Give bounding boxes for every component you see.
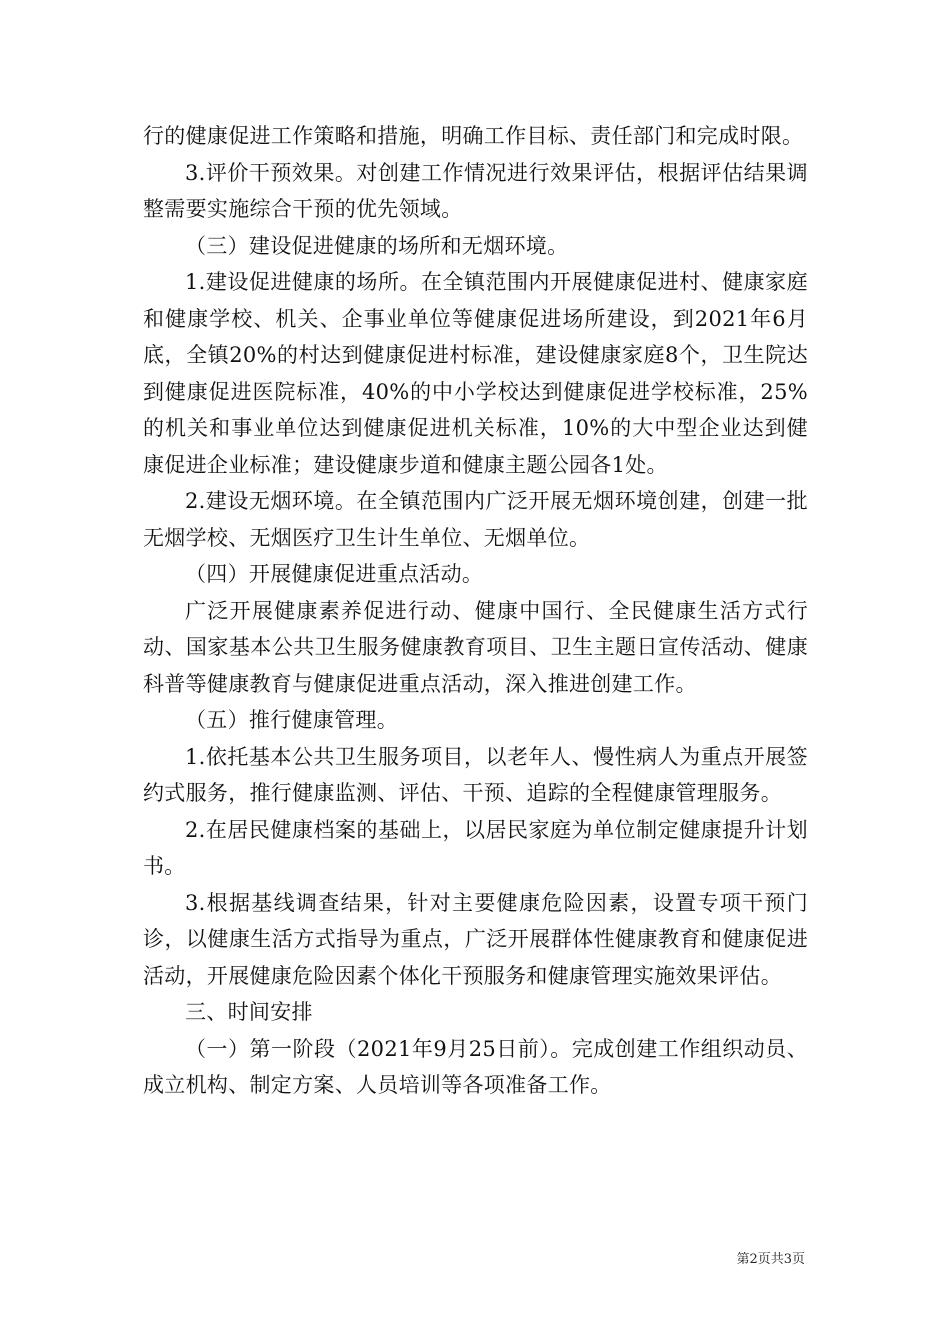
paragraph-intervention-clinic: 3.根据基线调查结果，针对主要健康危险因素，设置专项干预门诊，以健康生活方式指导为重点，广泛开展群体性健康教育和健康促进活动，开展健康危险因素个体化干预服务和健康管理实施效果评估。	[143, 890, 808, 988]
paragraph-smoke-free: 2.建设无烟环境。在全镇范围内广泛开展无烟环境创建，创建一批无烟学校、无烟医疗卫生计生单位、无烟单位。	[143, 489, 808, 550]
paragraph-key-activities: 广泛开展健康素养促进行动、健康中国行、全民健康生活方式行动、国家基本公共卫生服务健康教育项目、卫生主题日宣传活动、健康科普等健康教育与健康促进重点活动，深入推进创建工作。	[143, 598, 808, 696]
section-heading-3: （三）建设促进健康的场所和无烟环境。	[185, 233, 569, 258]
page-number: 第2页共3页	[736, 1252, 805, 1267]
section-heading-5: （五）推行健康管理。	[185, 708, 398, 732]
paragraph-contract-service: 1.依托基本公共卫生服务项目，以老年人、慢性病人为重点开展签约式服务，推行健康监测、评估、干预、追踪的全程健康管理服务。	[143, 744, 808, 805]
paragraph-continuation: 行的健康促进工作策略和措施，明确工作目标、责任部门和完成时限。	[143, 124, 804, 148]
paragraph-build-healthy-venues: 1.建设促进健康的场所。在全镇范围内开展健康促进村、健康家庭和健康学校、机关、企事业单位等健康促进场所建设，到2021年6月底，全镇20%的村达到健康促进村标准，建设健康家庭8个，卫生院达到健康促进医院标准，40%的中小学校达到健康促进学校标准，25%的机关和事业单位达到健康促进机关标准，10%的大中型企业达到健康促进企业标准；建设健康步道和健康主题公园各1处。	[143, 270, 808, 477]
paragraph-health-plan: 2.在居民健康档案的基础上，以居民家庭为单位制定健康提升计划书。	[143, 817, 808, 878]
document-body	[143, 118, 808, 1104]
paragraph-phase-one: （一）第一阶段（2021年9月25日前）。完成创建工作组织动员、成立机构、制定方案、人员培训等各项准备工作。	[143, 1036, 808, 1097]
paragraph-evaluate-intervention: 3.评价干预效果。对创建工作情况进行效果评估，根据评估结果调整需要实施综合干预的优先领域。	[143, 160, 808, 221]
section-heading-4: （四）开展健康促进重点活动。	[185, 562, 484, 586]
section-heading-schedule: 三、时间安排	[185, 1000, 313, 1024]
